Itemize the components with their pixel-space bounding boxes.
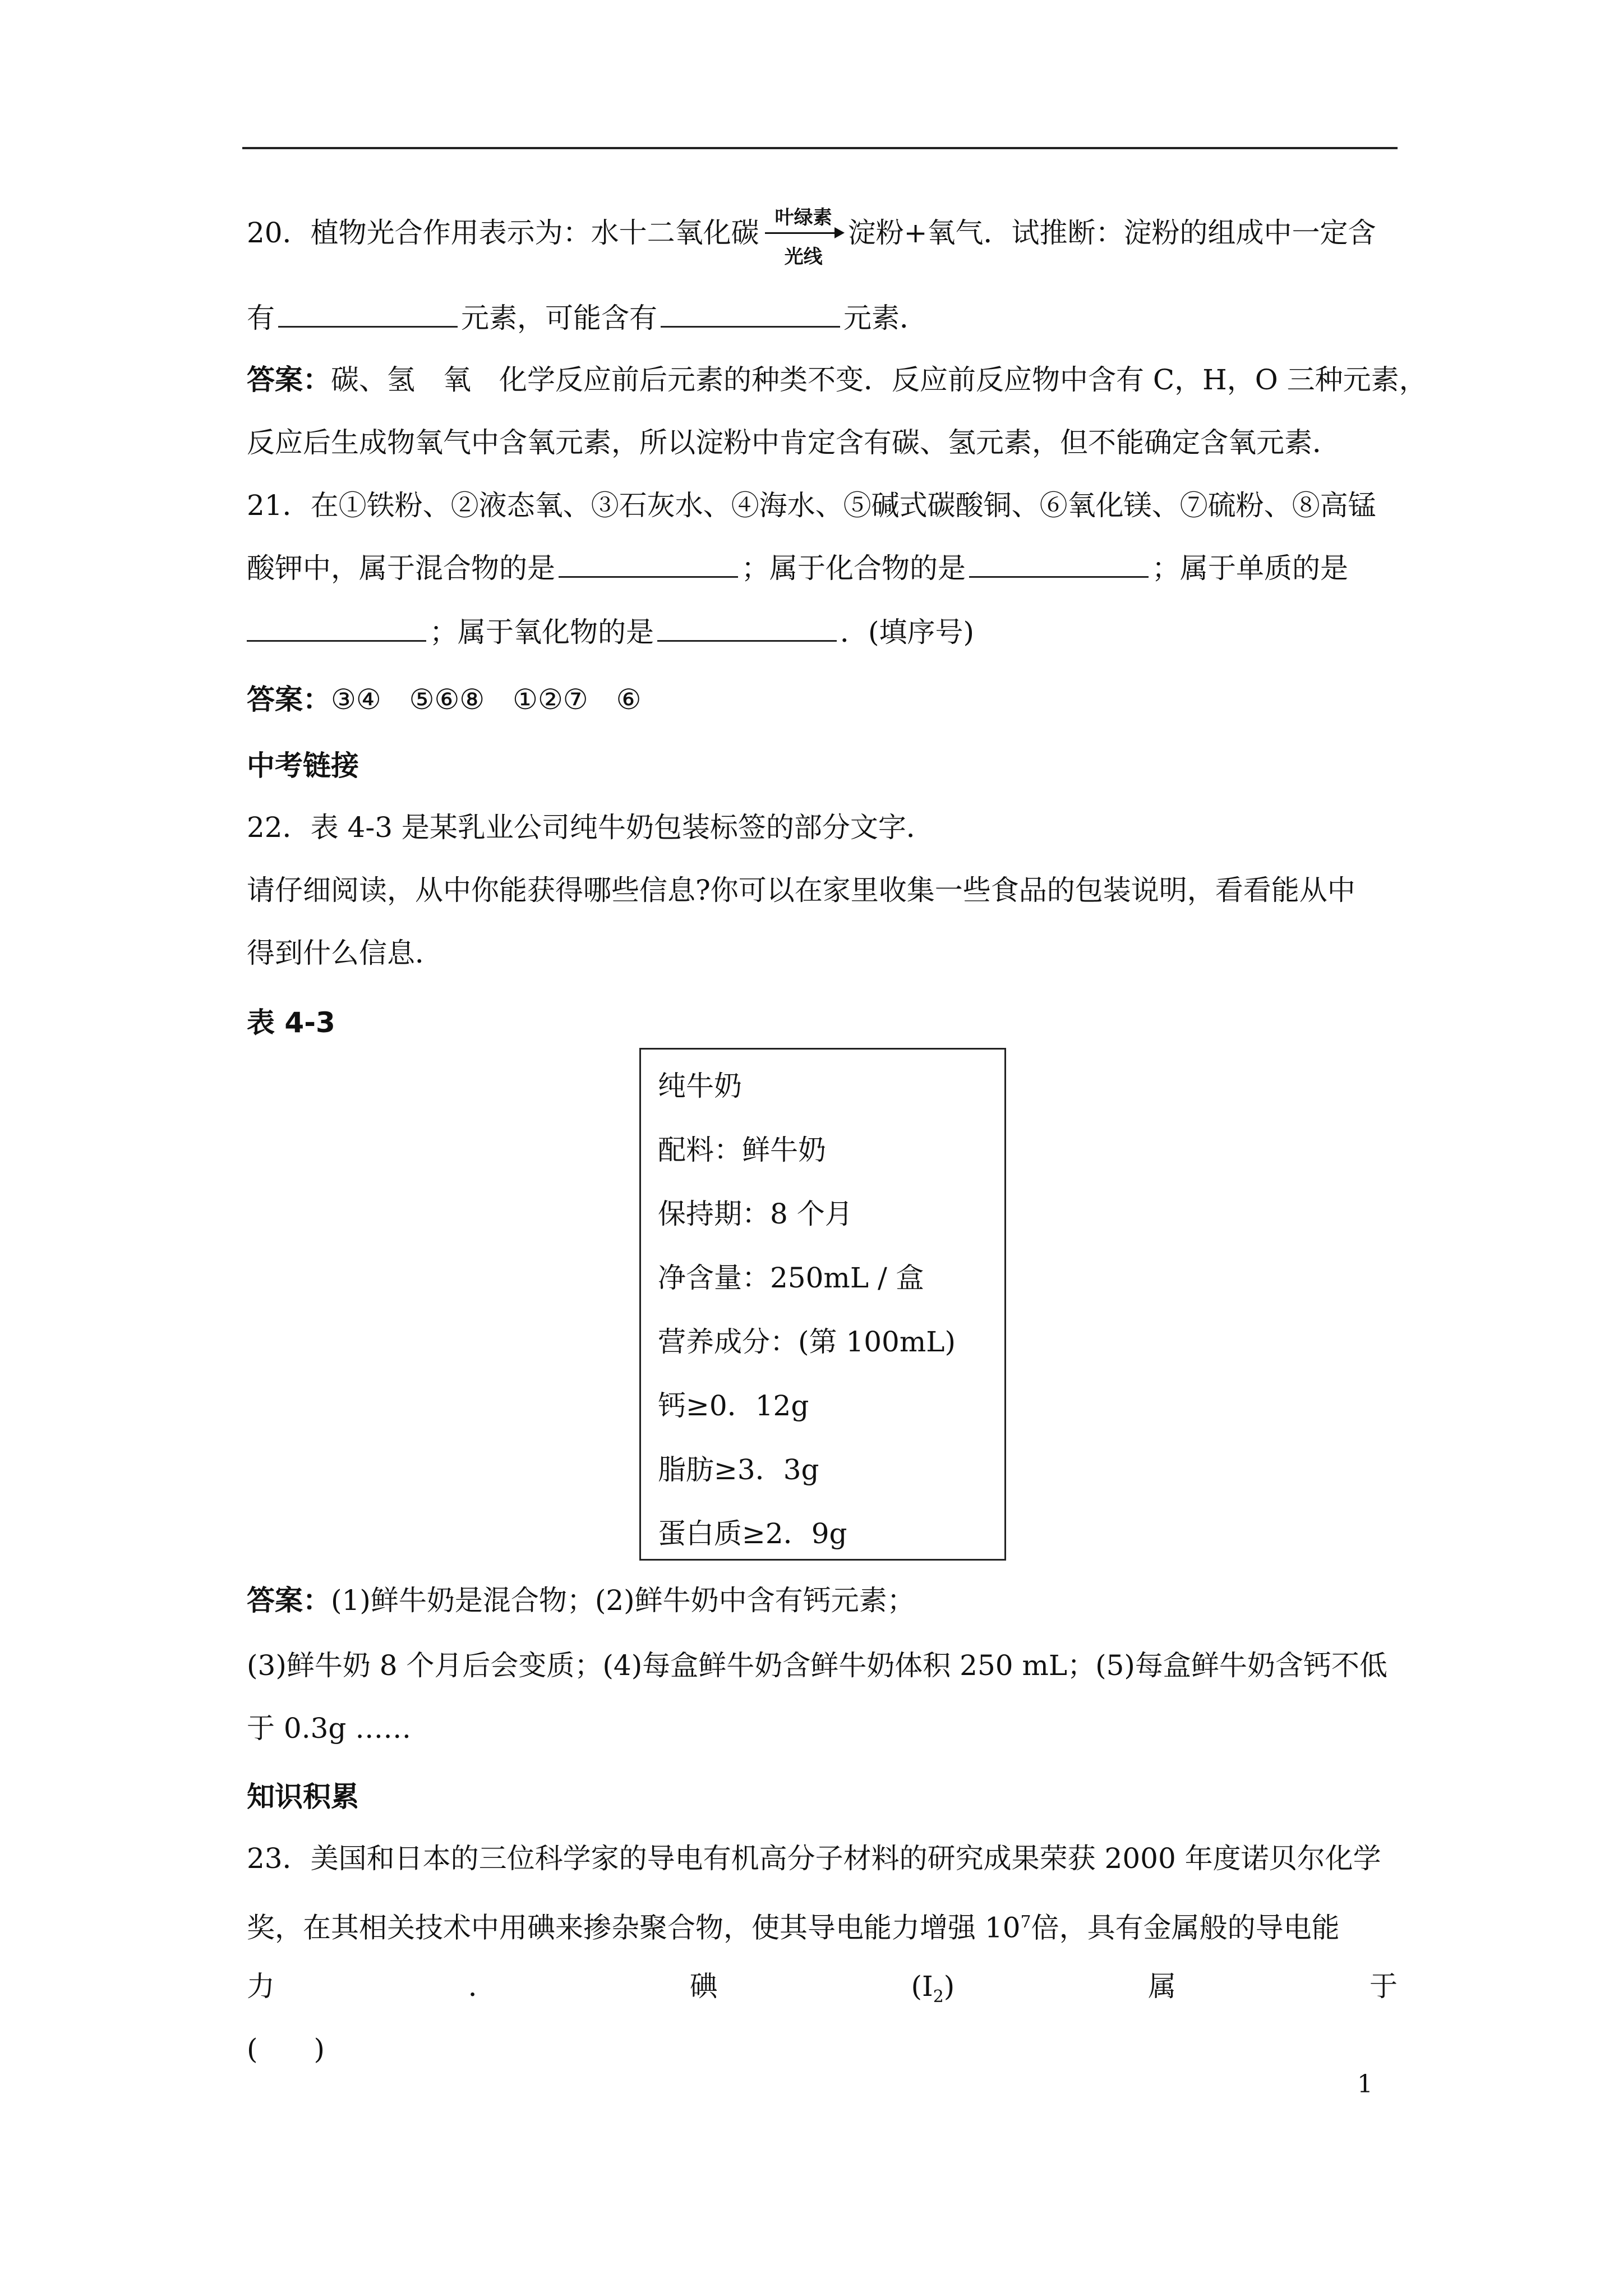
arrow-condition-top: 叶绿素 — [774, 206, 832, 229]
header-rule — [242, 147, 1398, 149]
q22-line2: 请仔细阅读，从中你能获得哪些信息?你可以在家里收集一些食品的包装说明，看看能从中 — [247, 874, 1355, 907]
a20-text: 碳、氢 氧 化学反应前后元素的种类不变．反应前反应物中含有 C，H，O 三种元素， — [331, 364, 1427, 396]
section-heading: 中考链接 — [247, 749, 359, 782]
q21-line3 — [247, 613, 1398, 652]
q23-line3 — [247, 1967, 1398, 2017]
q23-answer-parens[interactable]: ( ) — [247, 2033, 325, 2065]
answer-blank[interactable] — [969, 576, 1149, 578]
milk-label-box — [639, 1048, 1006, 1561]
q23-word: ． — [468, 1970, 496, 2003]
q21-text-c: ；属于单质的是 — [1152, 552, 1348, 585]
q20-line1 — [247, 206, 1398, 268]
q20-text-c: 有 — [247, 302, 275, 334]
milk-label-line: 保持期：8 个月 — [658, 1198, 853, 1230]
q20-line2 — [247, 298, 1398, 338]
formula-symbol: (I — [911, 1970, 933, 2003]
a22-line1 — [247, 1581, 1398, 1620]
a22-line2: (3)鲜牛奶 8 个月后会变质；(4)每盒鲜牛奶含鲜牛奶体积 250 mL；(5)每盒鲜牛奶含钙不低 — [247, 1649, 1387, 1682]
answer-label: 答案： — [247, 1584, 331, 1617]
a21-text: ③④ ⑤⑥⑧ ①②⑦ ⑥ — [331, 683, 642, 716]
q21-line2 — [247, 549, 1398, 588]
q23-text-b: 倍，具有金属般的导电能 — [1031, 1911, 1340, 1944]
milk-label-line: 蛋白质≥2．9g — [658, 1517, 847, 1550]
a22-line3: 于 0.3g …… — [247, 1712, 412, 1745]
answer-blank[interactable] — [661, 325, 840, 328]
q23-word: 于 — [1369, 1970, 1398, 2003]
reaction-arrow — [762, 206, 846, 268]
q20-text-a: 20．植物光合作用表示为：水十二氧化碳 — [247, 217, 759, 249]
milk-label-line: 纯牛奶 — [658, 1070, 742, 1102]
q21-text-d: ；属于氧化物的是 — [430, 616, 654, 648]
arrow-head-icon — [834, 227, 845, 238]
q21-text-e: ．(填序号) — [840, 616, 975, 648]
milk-label-line: 营养成分：(第 100mL) — [658, 1326, 956, 1358]
a22-text: (1)鲜牛奶是混合物；(2)鲜牛奶中含有钙元素； — [331, 1584, 915, 1617]
exponent: 7 — [1020, 1912, 1031, 1932]
formula-close: ) — [943, 1970, 955, 2003]
page-number: 1 — [1357, 2070, 1373, 2099]
a21-line — [247, 680, 1398, 719]
table-label: 表 4-3 — [247, 1006, 335, 1039]
q23-text-a: 奖，在其相关技术中用碘来掺杂聚合物，使其导电能力增强 10 — [247, 1911, 1021, 1944]
answer-label: 答案： — [247, 683, 331, 716]
a20-line1 — [247, 360, 1427, 399]
q23-line2 — [247, 1903, 1398, 1948]
q23-word: 碘 — [689, 1970, 718, 2003]
q20-text-e: 元素． — [843, 302, 928, 334]
a20-line2: 反应后生成物氧气中含氧元素，所以淀粉中肯定含有碳、氢元素，但不能确定含氧元素． — [247, 426, 1340, 459]
milk-label-line: 钙≥0．12g — [658, 1389, 809, 1422]
q23-word: 属 — [1148, 1970, 1177, 2003]
answer-blank[interactable] — [247, 639, 426, 642]
arrow-condition-bottom: 光线 — [784, 246, 823, 268]
q20-text-d: 元素，可能含有 — [461, 302, 657, 334]
q23-line1: 23．美国和日本的三位科学家的导电有机高分子材料的研究成果荣获 2000 年度诺贝尔化学 — [247, 1842, 1381, 1875]
answer-blank[interactable] — [278, 325, 458, 328]
answer-blank[interactable] — [657, 639, 837, 642]
q22-line3: 得到什么信息． — [247, 937, 443, 969]
milk-label-line: 配料：鲜牛奶 — [658, 1134, 826, 1166]
q23-word: 力 — [247, 1970, 275, 2003]
section-heading: 知识积累 — [247, 1780, 359, 1813]
formula-subscript: 2 — [933, 1987, 944, 2007]
arrow-shaft — [765, 232, 838, 234]
q21-text-b: ；属于化合物的是 — [741, 552, 966, 585]
q21-text-a: 酸钾中，属于混合物的是 — [247, 552, 555, 585]
q21-line1: 21．在①铁粉、②液态氧、③石灰水、④海水、⑤碱式碳酸铜、⑥氧化镁、⑦硫粉、⑧高锰 — [247, 489, 1376, 522]
answer-label: 答案： — [247, 364, 331, 396]
q20-text-b: 淀粉+氧气．试推断：淀粉的组成中一定含 — [847, 217, 1376, 249]
milk-label-line: 净含量：250mL / 盒 — [658, 1262, 924, 1294]
q23-formula — [911, 1967, 955, 2017]
answer-blank[interactable] — [559, 576, 738, 578]
milk-label-line: 脂肪≥3．3g — [658, 1453, 819, 1486]
q22-line1: 22．表 4-3 是某乳业公司纯牛奶包装标签的部分文字． — [247, 811, 934, 844]
